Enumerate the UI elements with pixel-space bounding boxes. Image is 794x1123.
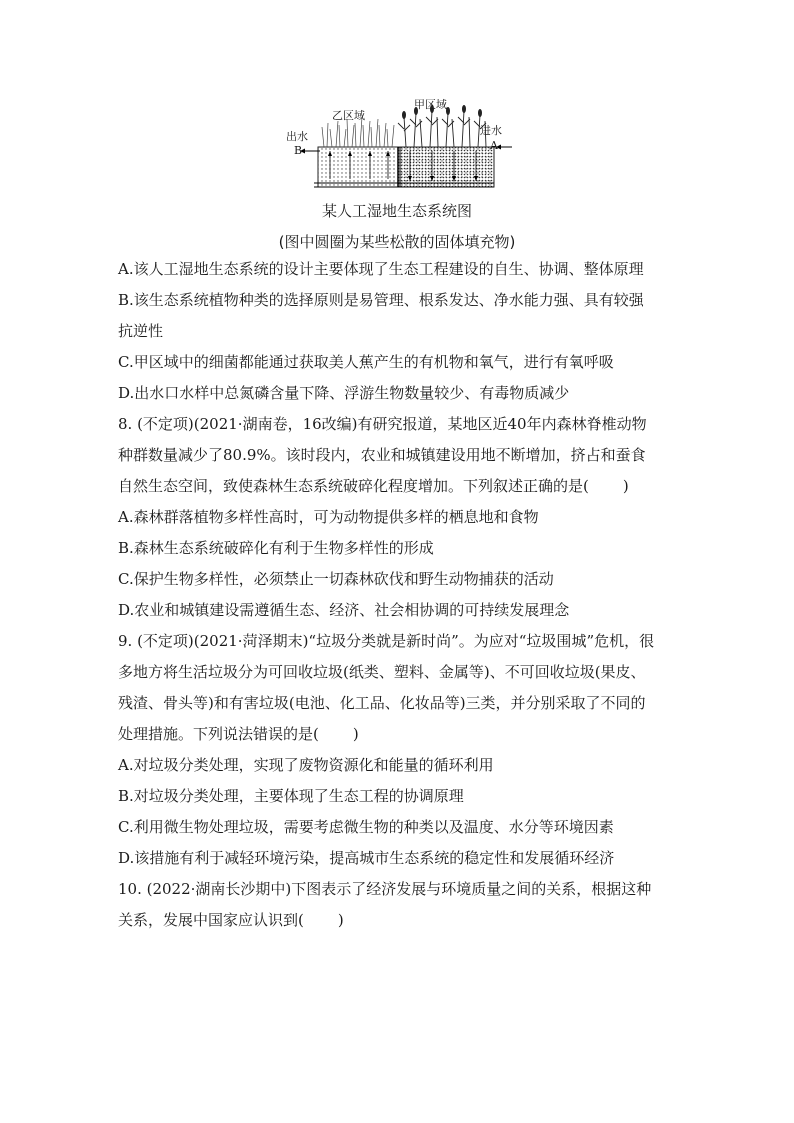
text-line-text: 自然生态空间，致使森林生态系统破碎化程度增加。下列叙述正确的是( — [118, 477, 589, 495]
text-line: C.利用微生物处理垃圾，需要考虑微生物的种类以及温度、水分等环境因素 — [118, 818, 614, 836]
text-line: D.出水口水样中总氮磷含量下降、浮游生物数量较少、有毒物质减少 — [118, 384, 570, 402]
wetland-diagram — [280, 95, 520, 195]
question-text — [118, 254, 678, 936]
text-line-text: 关系，发展中国家应认识到( — [118, 911, 304, 929]
figure-caption-title: 某人工湿地生态系统图 — [321, 202, 472, 220]
wetland-diagram-drawing — [280, 95, 520, 195]
text-line-with-blank — [118, 719, 678, 750]
text-line: 种群数量减少了80.9%。该时段内，农业和城镇建设用地不断增加，挤占和蚕食 — [118, 446, 646, 464]
figure-caption-note: (图中圆圈为某些松散的固体填充物) — [278, 233, 516, 251]
text-line: 抗逆性 — [118, 322, 164, 340]
text-line: 10. (2022·湖南长沙期中)下图表示了经济发展与环境质量之间的关系，根据这种 — [118, 880, 652, 898]
text-line: D.农业和城镇建设需遵循生态、经济、社会相协调的可持续发展理念 — [118, 601, 570, 619]
text-line: A.森林群落植物多样性高时，可为动物提供多样的栖息地和食物 — [118, 508, 539, 526]
text-line: 残渣、骨头等)和有害垃圾(电池、化工品、化妆品等)三类，并分别采取了不同的 — [118, 694, 646, 712]
text-line: B.森林生态系统破碎化有利于生物多样性的形成 — [118, 539, 434, 557]
text-line: 8. (不定项)(2021·湖南卷，16改编)有研究报道，某地区近40年内森林脊椎动物 — [118, 415, 647, 433]
inlet-label: 进水 — [480, 124, 502, 137]
text-line-text: 处理措施。下列说法错误的是( — [118, 725, 319, 743]
paren-close: ) — [337, 911, 344, 929]
paren-close: ) — [352, 725, 359, 743]
zone-yi-label: 乙区域 — [332, 109, 365, 122]
text-line: 9. (不定项)(2021·菏泽期末)“垃圾分类就是新时尚”。为应对“垃圾围城”危机，很 — [118, 632, 655, 650]
text-line: D.该措施有利于减轻环境污染，提高城市生态系统的稳定性和发展循环经济 — [118, 849, 615, 867]
text-line: C.甲区域中的细菌都能通过获取美人蕉产生的有机物和氧气，进行有氧呼吸 — [118, 353, 614, 371]
text-line: B.对垃圾分类处理，主要体现了生态工程的协调原理 — [118, 787, 464, 805]
outlet-label: 出水 — [286, 130, 308, 143]
outlet-b-label: B — [294, 144, 303, 157]
text-line: 多地方将生活垃圾分为可回收垃圾(纸类、塑料、金属等)、不可回收垃圾(果皮、 — [118, 663, 646, 681]
inlet-a-label: A — [490, 139, 498, 152]
text-line-with-blank — [118, 905, 678, 936]
text-line: C.保护生物多样性，必须禁止一切森林砍伐和野生动物捕获的活动 — [118, 570, 554, 588]
text-line: B.该生态系统植物种类的选择原则是易管理、根系发达、净水能力强、具有较强 — [118, 291, 644, 309]
text-line: A.该人工湿地生态系统的设计主要体现了生态工程建设的自生、协调、整体原理 — [118, 260, 644, 278]
zone-jia-label: 甲区域 — [414, 98, 447, 111]
text-line: A.对垃圾分类处理，实现了废物资源化和能量的循环利用 — [118, 756, 494, 774]
paren-close: ) — [622, 477, 629, 495]
text-line-with-blank — [118, 471, 678, 502]
